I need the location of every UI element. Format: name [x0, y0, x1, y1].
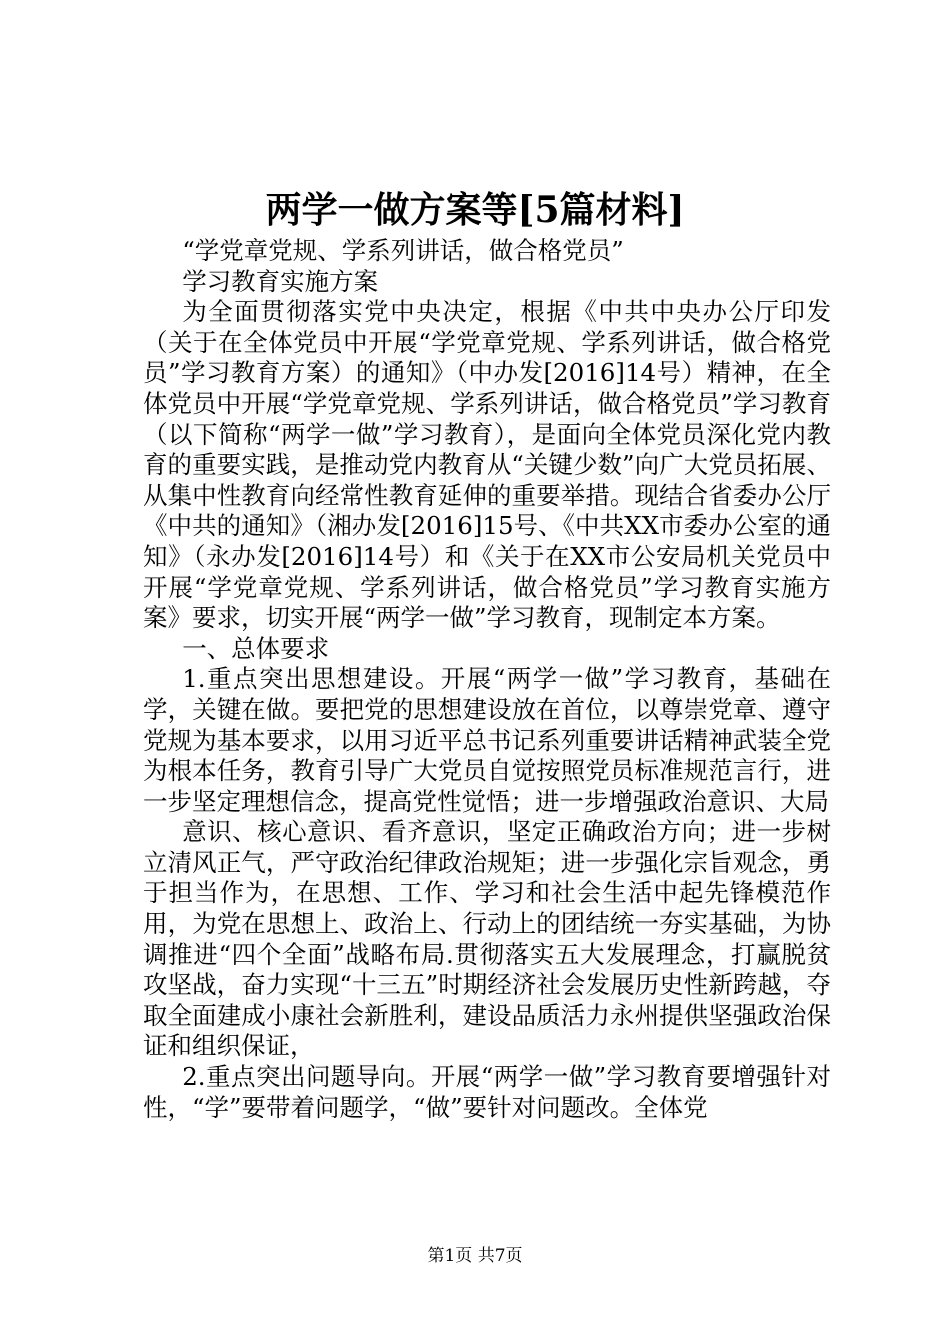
- paragraph-point-1-continued: 意识、核心意识、看齐意识，坚定正确政治方向；进一步树立清风正气，严守政治纪律政治规矩；进一步强化宗旨观念，勇于担当作为，在思想、工作、学习和社会生活中起先锋模范作用，为党在思想上、政治上、行动上的团结统一夯实基础，为协调推进“四个全面”战略布局.贯彻落实五大发展理念，打赢脱贫攻坚战，奋力实现“十三五”时期经济社会发展历史性新跨越，夺取全面建成小康社会新胜利，建设品质活力永州提供坚强政治保证和组织保证，: [143, 817, 831, 1061]
- page-title: 两学一做方案等[5篇材料]: [265, 189, 685, 231]
- page-footer: 第1页 共7页: [427, 1246, 523, 1266]
- paragraph-subtitle-1: “学党章党规、学系列讲话，做合格党员”: [182, 236, 624, 265]
- paragraph-point-1: 1.重点突出思想建设。开展“两学一做”学习教育，基础在学，关键在做。要把党的思想建设放在首位，以尊崇党章、遵守党规为基本要求，以用习近平总书记系列重要讲话精神武装全党为根本任务，教育引导广大党员自觉按照党员标准规范言行，进一步坚定理想信念，提高党性觉悟；进一步增强政治意识、大局: [143, 664, 831, 816]
- document-body: [143, 236, 831, 1123]
- paragraph-point-2: 2.重点突出问题导向。开展“两学一做”学习教育要增强针对性，“学”要带着问题学，“做”要针对问题改。全体党: [143, 1062, 831, 1122]
- paragraph-intro: 为全面贯彻落实党中央决定，根据《中共中央办公厅印发（关于在全体党员中开展“学党章党规、学系列讲话，做合格党员”学习教育方案）的通知》（中办发[2016]14号）精神，在全体党员中开展“学党章党规、学系列讲话，做合格党员”学习教育（以下简称“两学一做”学习教育），是面向全体党员深化党内教育的重要实践，是推动党内教育从“关键少数”向广大党员拓展、从集中性教育向经常性教育延伸的重要举措。现结合省委办公厅《中共的通知》（湘办发[2016]15号、《中共XX市委办公室的通知》（永办发[2016]14号）和《关于在XX市公安局机关党员中开展“学党章党规、学系列讲话，做合格党员”学习教育实施方案》要求，切实开展“两学一做”学习教育，现制定本方案。: [143, 297, 831, 633]
- section-heading-general: 一、总体要求: [182, 633, 330, 663]
- paragraph-subtitle-2: 学习教育实施方案: [182, 266, 379, 296]
